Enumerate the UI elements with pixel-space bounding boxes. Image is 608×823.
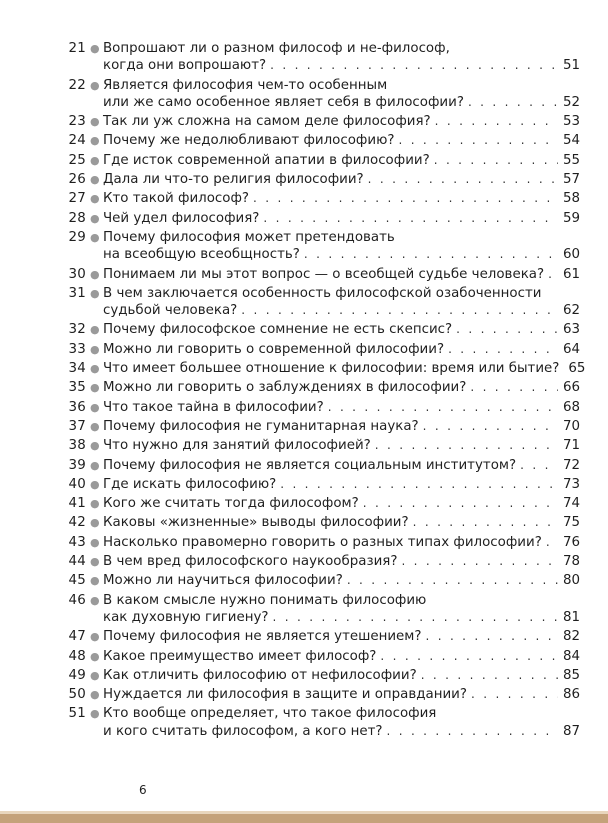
dot-leader [468, 94, 558, 111]
toc-entry[interactable] [52, 190, 580, 207]
toc-entry-page: 64 [562, 341, 580, 357]
dot-leader [413, 514, 558, 531]
toc-entry-number: 27 [68, 191, 86, 207]
toc-entry[interactable] [52, 152, 580, 169]
toc-entry[interactable] [52, 628, 580, 645]
bullet-icon: ● [90, 267, 100, 281]
table-of-contents [52, 40, 586, 742]
toc-entry-page: 85 [562, 667, 580, 683]
toc-entry[interactable] [52, 705, 580, 740]
toc-entry-title: Дала ли что-то религия философии? [103, 172, 364, 188]
bullet-icon: ● [90, 707, 100, 721]
dot-leader [456, 321, 558, 338]
dot-leader [368, 171, 558, 188]
toc-entry-line [103, 399, 580, 416]
toc-entry-title: Можно ли говорить о заблуждениях в философии? [103, 380, 467, 396]
toc-entry-line [103, 132, 580, 149]
bullet-icon: ● [90, 497, 100, 511]
toc-entry-line [103, 648, 580, 665]
toc-entry-page: 86 [562, 687, 580, 703]
toc-entry-page: 75 [562, 515, 580, 531]
toc-entry-page: 62 [562, 303, 580, 319]
toc-entry-line [103, 152, 580, 169]
toc-entry-number: 47 [68, 629, 86, 645]
bullet-icon: ● [90, 323, 100, 337]
dot-leader [280, 476, 558, 493]
dot-leader [380, 648, 558, 665]
toc-entry-number: 43 [68, 534, 86, 550]
toc-entry-page: 70 [562, 418, 580, 434]
bullet-icon: ● [90, 688, 100, 702]
toc-entry-title: Почему философское сомнение не есть скепсис? [103, 322, 453, 338]
toc-entry[interactable] [52, 266, 580, 283]
toc-entry-title: на всеобщую всеобщность? [103, 247, 300, 263]
toc-entry[interactable] [52, 534, 580, 551]
toc-entry-line [103, 667, 580, 684]
bullet-icon: ● [90, 192, 100, 206]
toc-entry-title: как духовную гигиену? [103, 609, 269, 625]
toc-entry-title: Почему философия может претендовать [103, 229, 395, 245]
toc-entry-page: 87 [562, 723, 580, 739]
toc-entry-number: 51 [68, 706, 86, 722]
toc-entry-title: Кого же считать тогда философом? [103, 496, 359, 512]
toc-entry-line [103, 171, 580, 188]
toc-entry-title: Вопрошают ли о разном философ и не-философ, [103, 41, 450, 56]
dot-leader [520, 457, 558, 474]
toc-entry[interactable] [52, 77, 580, 112]
toc-entry-title: Нуждается ли философия в защите и оправдании? [103, 687, 467, 703]
bullet-icon: ● [90, 668, 100, 682]
toc-entry-number: 29 [68, 229, 86, 245]
toc-entry[interactable] [52, 514, 580, 531]
bullet-icon: ● [90, 400, 100, 414]
toc-entry[interactable] [52, 40, 580, 75]
toc-entry-line [103, 534, 580, 551]
toc-entry-line [103, 302, 580, 319]
toc-entry-page: 60 [562, 247, 580, 263]
toc-entry-page: 78 [562, 554, 580, 570]
toc-entry-page: 55 [562, 152, 580, 168]
toc-entry-line [103, 628, 580, 645]
toc-entry[interactable] [52, 132, 580, 149]
toc-entry-number: 35 [68, 380, 86, 396]
toc-entry-line [103, 592, 580, 609]
toc-entry-page: 59 [562, 210, 580, 226]
bullet-icon: ● [90, 134, 100, 148]
toc-entry-title: Насколько правомерно говорить о разных типах философии? [103, 534, 542, 550]
bullet-icon: ● [90, 535, 100, 549]
toc-entry-number: 31 [68, 285, 86, 301]
toc-entry-title: Где исток современной апатии в философии? [103, 152, 430, 168]
toc-entry[interactable] [52, 341, 580, 358]
toc-entry-page: 58 [562, 191, 580, 207]
dot-leader [426, 628, 559, 645]
toc-entry[interactable] [52, 686, 580, 703]
toc-entry-number: 25 [68, 152, 86, 168]
toc-entry[interactable] [52, 572, 580, 589]
toc-entry[interactable] [52, 457, 580, 474]
toc-entry-line [103, 609, 580, 626]
toc-entry-number: 23 [68, 114, 86, 130]
toc-entry-line [103, 705, 580, 722]
toc-entry-number: 49 [68, 667, 86, 683]
toc-entry-title: В чем заключается особенность философской озабоченности [103, 285, 542, 301]
dot-leader [471, 686, 558, 703]
toc-entry[interactable] [52, 667, 580, 684]
dot-leader [270, 57, 558, 74]
dot-leader [434, 152, 558, 169]
dot-leader [273, 609, 558, 626]
toc-entry-number: 41 [68, 496, 86, 512]
toc-entry-number: 26 [68, 172, 86, 188]
toc-entry-page: 65 [568, 361, 586, 377]
toc-entry-line [103, 321, 580, 338]
toc-entry-page: 63 [562, 322, 580, 338]
bullet-icon: ● [90, 42, 100, 55]
page-number: 6 [139, 783, 147, 797]
dot-leader [470, 379, 558, 396]
toc-entry-number: 24 [68, 133, 86, 149]
toc-entry-line [103, 40, 580, 57]
toc-entry-title: В чем вред философского наукообразия? [103, 554, 398, 570]
toc-entry-title: Понимаем ли мы этот вопрос — о всеобщей судьбе человека? [103, 266, 545, 282]
dot-leader [435, 113, 558, 130]
toc-entry-title: Можно ли говорить о современной философии? [103, 341, 445, 357]
dot-leader [421, 667, 558, 684]
toc-entry-page: 71 [562, 438, 580, 454]
bullet-icon: ● [90, 574, 100, 588]
toc-entry-title: судьбой человека? [103, 303, 238, 319]
bullet-icon: ● [90, 153, 100, 167]
toc-entry-title: Почему философия не является социальным институтом? [103, 457, 517, 473]
toc-entry-title: Почему философия не гуманитарная наука? [103, 418, 419, 434]
toc-entry-title: Можно ли научиться философии? [103, 573, 343, 589]
toc-entry-title: Является философия чем-то особенным [103, 77, 388, 93]
bullet-icon: ● [90, 211, 100, 225]
toc-entry-number: 28 [68, 210, 86, 226]
toc-entry-number: 44 [68, 554, 86, 570]
dot-leader [448, 341, 558, 358]
dot-leader [546, 534, 558, 551]
dot-leader [387, 723, 559, 740]
bullet-icon: ● [90, 342, 100, 356]
toc-entry-title: или же само особенное являет себя в философии? [103, 94, 464, 110]
dot-leader [401, 553, 558, 570]
toc-entry[interactable] [52, 648, 580, 665]
toc-entry-page: 51 [562, 58, 580, 74]
toc-entry-line [103, 94, 580, 111]
dot-leader [423, 418, 558, 435]
toc-entry-page: 52 [562, 94, 580, 110]
toc-entry[interactable] [52, 399, 580, 416]
bullet-icon: ● [90, 477, 100, 491]
bullet-icon: ● [90, 458, 100, 472]
dot-leader [548, 266, 558, 283]
bullet-icon: ● [90, 173, 100, 187]
toc-entry-number: 46 [68, 592, 86, 608]
toc-entry[interactable] [52, 592, 580, 627]
bullet-icon: ● [90, 649, 100, 663]
toc-entry-title: Что имеет большее отношение к философии: время или бытие? [103, 361, 560, 377]
bullet-icon: ● [90, 115, 100, 129]
toc-entry-page: 82 [562, 629, 580, 645]
toc-entry-page: 74 [562, 496, 580, 512]
toc-entry-page: 57 [562, 172, 580, 188]
toc-entry-title: Почему же недолюбливают философию? [103, 133, 395, 149]
toc-entry-page: 66 [562, 380, 580, 396]
toc-entry-title: Каковы «жизненные» выводы философии? [103, 515, 409, 531]
dot-leader [263, 210, 558, 227]
toc-entry-title: и кого считать философом, а кого нет? [103, 723, 383, 739]
toc-entry-page: 61 [562, 266, 580, 282]
toc-entry-title: Кто вообще определяет, что такое философия [103, 706, 437, 722]
toc-entry[interactable] [52, 229, 580, 264]
bullet-icon: ● [90, 78, 100, 92]
dot-leader [398, 132, 558, 149]
toc-entry-page: 54 [562, 133, 580, 149]
toc-entry[interactable] [52, 553, 580, 570]
toc-entry-title: Так ли уж сложна на самом деле философия? [103, 114, 431, 130]
toc-entry-line [103, 113, 580, 130]
bullet-icon: ● [90, 630, 100, 644]
toc-entry[interactable] [52, 360, 586, 377]
toc-entry-line [103, 437, 580, 454]
toc-entry-page: 80 [562, 573, 580, 589]
toc-entry-line [103, 495, 580, 512]
bullet-icon: ● [90, 286, 100, 300]
toc-entry-number: 32 [68, 322, 86, 338]
toc-entry-number: 50 [68, 687, 86, 703]
bullet-icon: ● [90, 419, 100, 433]
dot-leader [347, 572, 558, 589]
toc-entry-number: 40 [68, 476, 86, 492]
toc-entry-line [103, 266, 580, 283]
toc-entry-title: Что нужно для занятий философией? [103, 438, 371, 454]
dot-leader [304, 246, 558, 263]
toc-entry-title: Чей удел философия? [103, 210, 260, 226]
toc-entry-line [103, 77, 580, 94]
bullet-icon: ● [90, 381, 100, 395]
toc-entry-line [103, 246, 580, 263]
toc-entry-line [103, 57, 580, 74]
toc-entry-line [103, 285, 580, 302]
toc-entry-page: 81 [562, 609, 580, 625]
bullet-icon: ● [90, 439, 100, 453]
toc-entry-number: 30 [68, 266, 86, 282]
toc-entry-line [103, 229, 580, 246]
toc-entry[interactable] [52, 495, 580, 512]
toc-entry[interactable] [52, 476, 580, 493]
toc-entry-number: 22 [68, 77, 86, 93]
toc-entry[interactable] [52, 113, 580, 130]
toc-entry-line [103, 210, 580, 227]
toc-entry-title: Кто такой философ? [103, 191, 250, 207]
toc-entry[interactable] [52, 321, 580, 338]
toc-entry-number: 45 [68, 573, 86, 589]
toc-entry-title: В каком смысле нужно понимать философию [103, 592, 427, 608]
toc-entry-number: 48 [68, 648, 86, 664]
page-edge-highlight [0, 811, 608, 814]
toc-entry-page: 72 [562, 457, 580, 473]
bullet-icon: ● [90, 593, 100, 607]
toc-entry-line [103, 723, 580, 740]
toc-entry-line [103, 418, 580, 435]
toc-entry-line [103, 553, 580, 570]
toc-entry[interactable] [52, 379, 580, 396]
toc-entry-title: Что такое тайна в философии? [103, 399, 324, 415]
toc-entry-number: 36 [68, 399, 86, 415]
toc-entry-page: 68 [562, 399, 580, 415]
toc-entry[interactable] [52, 171, 580, 188]
toc-entry-line [103, 686, 580, 703]
toc-entry-title: Какое преимущество имеет философ? [103, 648, 377, 664]
toc-entry-title: Где искать философию? [103, 476, 277, 492]
dot-leader [363, 495, 558, 512]
toc-entry-line [103, 514, 580, 531]
toc-entry-page: 84 [562, 648, 580, 664]
toc-entry-number: 21 [68, 41, 86, 56]
bullet-icon: ● [90, 230, 100, 244]
dot-leader [241, 302, 558, 319]
toc-entry-number: 34 [68, 361, 86, 377]
toc-entry-number: 42 [68, 515, 86, 531]
toc-entry-title: Как отличить философию от нефилософии? [103, 667, 417, 683]
toc-entry[interactable] [52, 285, 580, 320]
toc-entry-page: 73 [562, 476, 580, 492]
toc-entry-line [103, 360, 586, 377]
toc-entry-title: когда они вопрошают? [103, 58, 267, 74]
toc-entry[interactable] [52, 437, 580, 454]
toc-entry-line [103, 341, 580, 358]
toc-entry-number: 38 [68, 438, 86, 454]
bullet-icon: ● [90, 555, 100, 569]
toc-entry-line [103, 190, 580, 207]
toc-entry-line [103, 476, 580, 493]
toc-entry-title: Почему философия не является утешением? [103, 629, 422, 645]
dot-leader [328, 399, 558, 416]
toc-entry-number: 39 [68, 457, 86, 473]
bullet-icon: ● [90, 516, 100, 530]
toc-entry-page: 53 [562, 114, 580, 130]
toc-entry-number: 33 [68, 341, 86, 357]
toc-entry-line [103, 572, 580, 589]
toc-entry-number: 37 [68, 418, 86, 434]
toc-entry-page: 76 [562, 534, 580, 550]
toc-entry[interactable] [52, 418, 580, 435]
dot-leader [375, 437, 558, 454]
bullet-icon: ● [90, 362, 100, 376]
toc-entry-line [103, 379, 580, 396]
dot-leader [253, 190, 558, 207]
toc-entry[interactable] [52, 210, 580, 227]
toc-entry-line [103, 457, 580, 474]
